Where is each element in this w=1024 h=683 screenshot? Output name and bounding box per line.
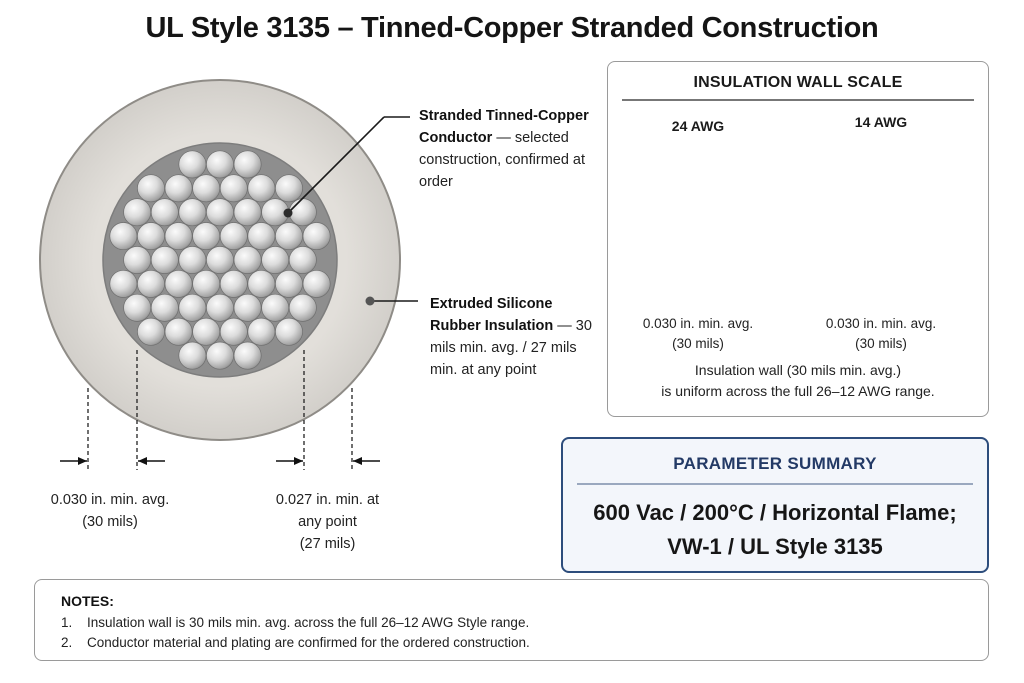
summary-line2: VW-1 / UL Style 3135 [667, 534, 883, 559]
min-point-qualifier: any point [298, 514, 357, 530]
conductor-strand [206, 199, 233, 226]
insulation-callout-title: Extruded Silicone Rubber Insulation [430, 296, 554, 334]
summary-divider [577, 483, 973, 485]
conductor-strand [206, 294, 233, 321]
conductor-strand [275, 223, 302, 250]
conductor-strand [137, 318, 164, 345]
scale-footer-line2: is uniform across the full 26–12 AWG range. [661, 383, 935, 399]
awg-24-meas-mils: (30 mils) [672, 336, 724, 351]
insulation-callout [430, 293, 600, 381]
awg-14-meas-mils: (30 mils) [855, 336, 907, 351]
conductor-strand [179, 342, 206, 369]
conductor-strand [151, 246, 178, 273]
conductor-callout-title: Stranded Tinned-Copper Conductor [419, 108, 589, 146]
conductor-strand [234, 151, 261, 178]
awg-14-measurement [801, 314, 961, 354]
avg-wall-mils: (30 mils) [82, 514, 138, 530]
conductor-strand [165, 318, 192, 345]
min-point-value: 0.027 in. min. at [275, 492, 380, 508]
conductor-strand [248, 318, 275, 345]
conductor-strand [206, 151, 233, 178]
conductor-strand [275, 270, 302, 297]
conductor-strand [220, 175, 247, 202]
page-title: UL Style 3135 – Tinned-Copper Stranded Construction [145, 12, 879, 44]
conductor-strand [165, 175, 192, 202]
conductor-strand [110, 270, 137, 297]
note-number: 1. [61, 615, 73, 630]
conductor-strand [124, 294, 151, 321]
conductor-strand [220, 223, 247, 250]
conductor-strand [248, 175, 275, 202]
conductor-strand [165, 270, 192, 297]
conductor-strand [206, 342, 233, 369]
conductor-strand [193, 318, 220, 345]
conductor-strand [289, 246, 316, 273]
conductor-strand [179, 246, 206, 273]
note-item [61, 613, 530, 633]
conductor-strand [193, 270, 220, 297]
notes-title: NOTES: [61, 593, 114, 609]
conductor-strand [193, 223, 220, 250]
conductor-strand [220, 318, 247, 345]
conductor-strand [137, 223, 164, 250]
conductor-callout [419, 105, 604, 193]
conductor-callout-desc: — selected construction, confirmed at order [419, 130, 586, 190]
conductor-strand [124, 199, 151, 226]
conductor-strand [248, 223, 275, 250]
conductor-strand [275, 318, 302, 345]
conductor-strand [151, 294, 178, 321]
conductor-strand [262, 294, 289, 321]
note-number: 2. [61, 635, 73, 650]
summary-title: PARAMETER SUMMARY [673, 454, 877, 473]
conductor-strand [289, 199, 316, 226]
awg-24-meas-value: 0.030 in. min. avg. [642, 316, 754, 331]
note-item [61, 633, 530, 653]
conductor-strand [234, 199, 261, 226]
insulation-leader-dot [366, 297, 375, 306]
conductor-strand [151, 199, 178, 226]
notes-list [61, 613, 530, 653]
conductor-strand [220, 270, 247, 297]
note-text: Conductor material and plating are confirmed for the ordered construction. [87, 635, 530, 650]
conductor-leader-dot [284, 209, 293, 218]
summary-line1: 600 Vac / 200°C / Horizontal Flame; [593, 500, 957, 525]
scale-footer-line1: Insulation wall (30 mils min. avg.) [694, 362, 902, 378]
min-point-mils: (27 mils) [299, 536, 356, 552]
conductor-strand [179, 199, 206, 226]
insulation-callout-desc: — 30 mils min. avg. / 27 mils min. at any point [430, 318, 592, 378]
conductor-strand [262, 246, 289, 273]
conductor-strand [137, 270, 164, 297]
main-cable [40, 80, 400, 440]
conductor-strand [165, 223, 192, 250]
conductor-strand [137, 175, 164, 202]
insulation-wall-scale-panel [607, 61, 989, 417]
notes-panel [34, 579, 989, 661]
awg-24-label: 24 AWG [671, 118, 725, 134]
scale-panel-footer [608, 360, 988, 402]
conductor-strand [303, 223, 330, 250]
avg-wall-value: 0.030 in. min. avg. [50, 492, 170, 508]
summary-value [563, 496, 987, 564]
conductor-strand [248, 270, 275, 297]
scale-panel-divider [622, 99, 974, 101]
min-point-measurement [250, 489, 405, 555]
conductor-strand [179, 294, 206, 321]
conductor-strand [303, 270, 330, 297]
awg-24-measurement [618, 314, 778, 354]
conductor-strand [234, 294, 261, 321]
conductor-strand [234, 246, 261, 273]
avg-wall-measurement [30, 489, 190, 533]
scale-panel-title: INSULATION WALL SCALE [693, 74, 903, 91]
conductor-strand [234, 342, 261, 369]
awg-14-label: 14 AWG [854, 114, 908, 130]
conductor-strand [206, 246, 233, 273]
conductor-strand [124, 246, 151, 273]
conductor-strand [110, 223, 137, 250]
conductor-strand [289, 294, 316, 321]
note-text: Insulation wall is 30 mils min. avg. across the full 26–12 AWG Style range. [87, 615, 530, 630]
parameter-summary-panel [561, 437, 989, 573]
awg-14-meas-value: 0.030 in. min. avg. [825, 316, 937, 331]
conductor-strand [193, 175, 220, 202]
conductor-strand [179, 151, 206, 178]
conductor-strand [275, 175, 302, 202]
